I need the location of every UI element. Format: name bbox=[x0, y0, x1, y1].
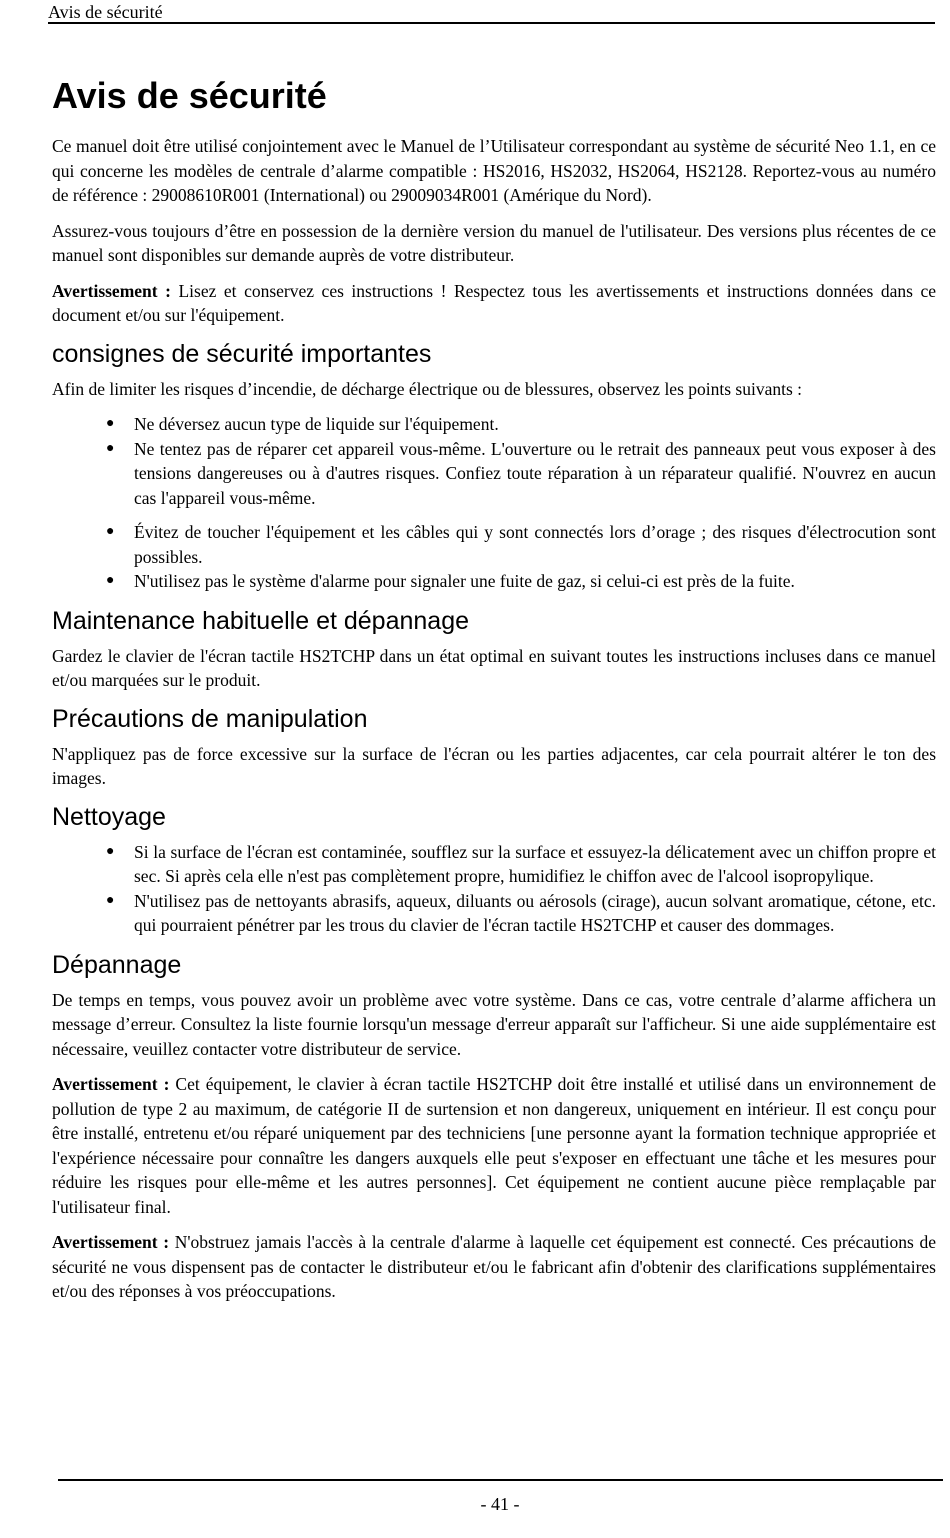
warning-label: Avertissement : bbox=[52, 1074, 170, 1094]
version-paragraph: Assurez-vous toujours d’être en possession de la dernière version du manuel de l'utilisateur. Des versions plus récentes de ce manuel sont disponibles sur demande auprès de votre distributeur. bbox=[52, 220, 936, 265]
list-item: ● Évitez de toucher l'équipement et les câbles qui y sont connectés lors d’orage ; des risques d'électrocution sont possibles. bbox=[106, 522, 936, 567]
warning-label: Avertissement : bbox=[52, 280, 171, 301]
page-title: Avis de sécurité bbox=[52, 75, 327, 116]
list-item: ● Ne tentez pas de réparer cet appareil vous-même. L'ouverture ou le retrait des panneaux peut vous exposer à des tensions dangereuses ou à d'autres risques. Confiez toute réparation à un réparateur qualifié. N'ouvrez en aucun cas l'appareil vous-même. bbox=[106, 438, 936, 508]
list-item: ● N'utilisez pas le système d'alarme pour signaler une fuite de gaz, si celui-ci est près de la fuite. bbox=[134, 569, 936, 594]
safety-lead: Afin de limiter les risques d’incendie, de décharge électrique ou de blessures, observez les points suivants : bbox=[52, 378, 803, 399]
footer-divider bbox=[58, 1479, 943, 1481]
maintenance-text: Gardez le clavier de l'écran tactile HS2TCHP dans un état optimal en suivant toutes les instructions incluses dans ce manuel et/ou marquées sur le produit. bbox=[52, 645, 936, 690]
page-number: - 41 - bbox=[480, 1494, 520, 1514]
cleaning-list bbox=[52, 840, 936, 938]
troubleshooting-heading: Dépannage bbox=[52, 950, 182, 979]
warning-label: Avertissement : bbox=[52, 1232, 170, 1252]
page-content bbox=[52, 74, 936, 1315]
maintenance-heading: Maintenance habituelle et dépannage bbox=[52, 606, 470, 635]
bullet-icon: ● bbox=[106, 440, 115, 456]
troubleshooting-warning-1 bbox=[52, 1072, 936, 1219]
troubleshooting-warning-2 bbox=[52, 1230, 936, 1304]
warning-text: Cet équipement, le clavier à écran tactile HS2TCHP doit être installé et utilisé dans un environnement de pollution de type 2 au maximum, de catégorie II de surtension et non dangereux, uniquement en intérieur. Il est conçu pour être installé, entretenu et/ou réparé uniquement par des techniciens [une personne ayant la formation technique appropriée et l'expérience nécessaire pour connaître les dangers auxquels elle peut s'exposer en effectuant une tâche et les mesures pour réduire les risques pour elle-même et les autres personnes]. Cet équipement ne contient aucune pièce remplaçable par l'utilisateur final. bbox=[52, 1074, 937, 1217]
running-header: Avis de sécurité bbox=[48, 2, 163, 22]
bullet-icon: ● bbox=[106, 843, 115, 859]
intro-paragraph: Ce manuel doit être utilisé conjointement avec le Manuel de l’Utilisateur correspondant au système de sécurité Neo 1.1, en ce qui concerne les modèles de centrale d’alarme compatible : HS2016, HS2032, HS2064, HS2128. Reportez-vous au numéro de référence : 29008610R001 (International) ou 29009034R001 (Amérique du Nord). bbox=[52, 136, 936, 205]
safety-heading: consignes de sécurité importantes bbox=[52, 339, 432, 368]
list-item: ● Ne déversez aucun type de liquide sur l'équipement. bbox=[134, 412, 936, 437]
safety-list bbox=[52, 412, 936, 594]
intro-warning bbox=[52, 279, 936, 328]
bullet-icon: ● bbox=[106, 892, 115, 908]
troubleshooting-text: De temps en temps, vous pouvez avoir un problème avec votre système. Dans ce cas, votre centrale d’alarme affichera un message d’erreur. Consultez la liste fournie lorsqu'un message d'erreur apparaît sur l'afficheur. Si une aide supplémentaire est nécessaire, veuillez contacter votre distributeur de service. bbox=[52, 989, 936, 1059]
cleaning-heading: Nettoyage bbox=[52, 802, 166, 831]
bullet-icon: ● bbox=[106, 416, 115, 431]
bullet-icon: ● bbox=[106, 573, 115, 588]
handling-text: N'appliquez pas de force excessive sur la surface de l'écran ou les parties adjacentes, car cela pourrait altérer le ton des images. bbox=[52, 743, 936, 788]
bullet-icon: ● bbox=[106, 524, 115, 539]
header-divider bbox=[48, 22, 935, 24]
warning-text: N'obstruez jamais l'accès à la centrale d'alarme à laquelle cet équipement est connecté. Ces précautions de sécurité ne vous dispensent pas de contacter le distributeur et/ou le fabricant afin d'obtenir des clarifications supplémentaires et/ou des réponses à vos préoccupations. bbox=[52, 1232, 937, 1301]
list-item: ● Si la surface de l'écran est contaminée, soufflez sur la surface et essuyez-la délicatement avec un chiffon propre et sec. Si après cela elle n'est pas complètement propre, humidifiez le chiffon avec de l'alcool isopropylique. bbox=[106, 841, 936, 886]
list-item: ● N'utilisez pas de nettoyants abrasifs, aqueux, diluants ou aérosols (cirage), aucun solvant aromatique, cétone, etc. qui pourraient pénétrer par les trous du clavier de l'écran tactile HS2TCHP et causer des dommages. bbox=[106, 890, 936, 935]
handling-heading: Précautions de manipulation bbox=[52, 704, 368, 733]
warning-text: Lisez et conservez ces instructions ! Respectez tous les avertissements et instructions données dans ce document et/ou sur l'équipement. bbox=[52, 280, 937, 325]
